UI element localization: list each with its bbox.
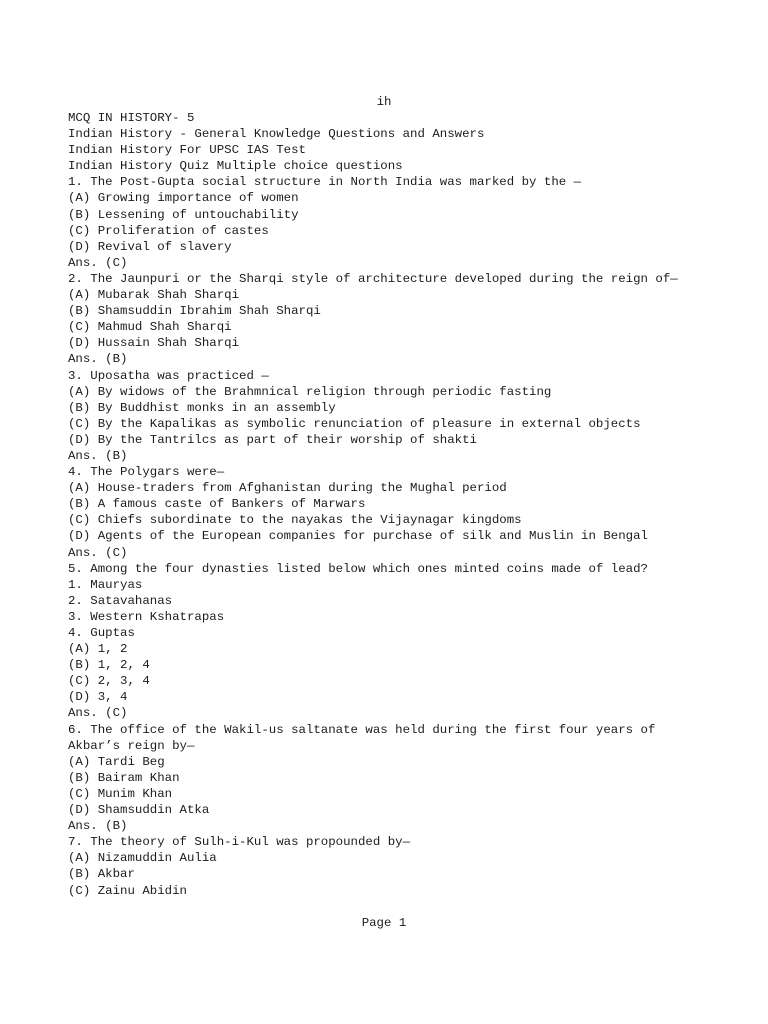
text-line: (A) 1, 2 [68,642,128,657]
text-line: Ans. (C) [68,706,128,721]
text-line: (C) Mahmud Shah Sharqi [68,320,232,335]
text-line: (A) Tardi Beg [68,754,165,769]
text-line: (C) Chiefs subordinate to the nayakas the Vijaynagar kingdoms [68,513,522,528]
text-line: Ans. (B) [68,448,128,463]
text-line: (D) Hussain Shah Sharqi [68,336,240,351]
text-line: (B) Lessening of untouchability [68,207,299,222]
text-line: 4. Guptas [68,626,135,640]
text-line: Indian History Quiz Multiple choice questions [68,159,403,174]
text-line: Ans. (B) [68,352,128,367]
text-line: (B) 1, 2, 4 [68,658,150,673]
text-line: (C) By the Kapalikas as symbolic renunciation of pleasure in external objects [68,416,641,431]
text-line: (D) Revival of slavery [68,239,232,254]
text-line: 7. The theory of Sulh-i-Kul was propounded by— [68,835,411,850]
text-line: 3. Western Kshatrapas [68,609,225,624]
text-line: 2. The Jaunpuri or the Sharqi style of architecture developed during the reign of— [68,271,678,286]
text-line: (C) 2, 3, 4 [68,674,150,689]
text-line: (B) By Buddhist monks in an assembly [68,400,336,415]
text-line: 4. The Polygars were— [68,465,225,480]
text-line: 3. Uposatha was practiced — [68,368,269,383]
text-line: (A) Mubarak Shah Sharqi [68,288,240,303]
text-line: Indian History - General Knowledge Questions and Answers [68,127,485,142]
text-line: Indian History For UPSC IAS Test [68,143,306,158]
text-line: Akbar’s reign by— [68,738,195,753]
text-line: (A) House-traders from Afghanistan during the Mughal period [68,481,507,496]
text-line: 6. The office of the Wakil-us saltanate was held during the first four years of [68,722,656,737]
text-line: (A) Nizamuddin Aulia [68,851,217,866]
text-line: (D) By the Tantrilcs as part of their worship of shakti [68,432,477,447]
text-line: (D) 3, 4 [68,690,128,705]
text-line: MCQ IN HISTORY- 5 [68,111,195,125]
text-line: Ans. (C) [68,545,128,560]
text-line: 2. Satavahanas [68,593,173,608]
text-line: (C) Zainu Abidin [68,883,187,898]
text-line: (B) Shamsuddin Ibrahim Shah Sharqi [68,304,321,319]
page-header: ih [376,95,392,109]
text-line: 1. Mauryas [68,577,143,592]
text-line: (D) Shamsuddin Atka [68,803,210,818]
text-line: (A) Growing importance of women [68,191,299,206]
text-line: (D) Agents of the European companies for purchase of silk and Muslin in Bengal [68,529,648,544]
text-line: (C) Munim Khan [68,786,173,801]
page-footer: Page 1 [361,916,407,930]
text-line: 5. Among the four dynasties listed below which ones minted coins made of lead? [68,561,648,576]
text-line: Ans. (B) [68,819,128,834]
text-line: (B) Bairam Khan [68,770,180,785]
text-line: (B) Akbar [68,867,135,882]
text-line: (B) A famous caste of Bankers of Marwars [68,497,366,512]
text-line: Ans. (C) [68,255,128,270]
document-body [68,110,748,899]
text-line: (C) Proliferation of castes [68,223,269,238]
text-line: 1. The Post-Gupta social structure in North India was marked by the — [68,175,582,190]
text-line: (A) By widows of the Brahmnical religion through periodic fasting [68,384,552,399]
